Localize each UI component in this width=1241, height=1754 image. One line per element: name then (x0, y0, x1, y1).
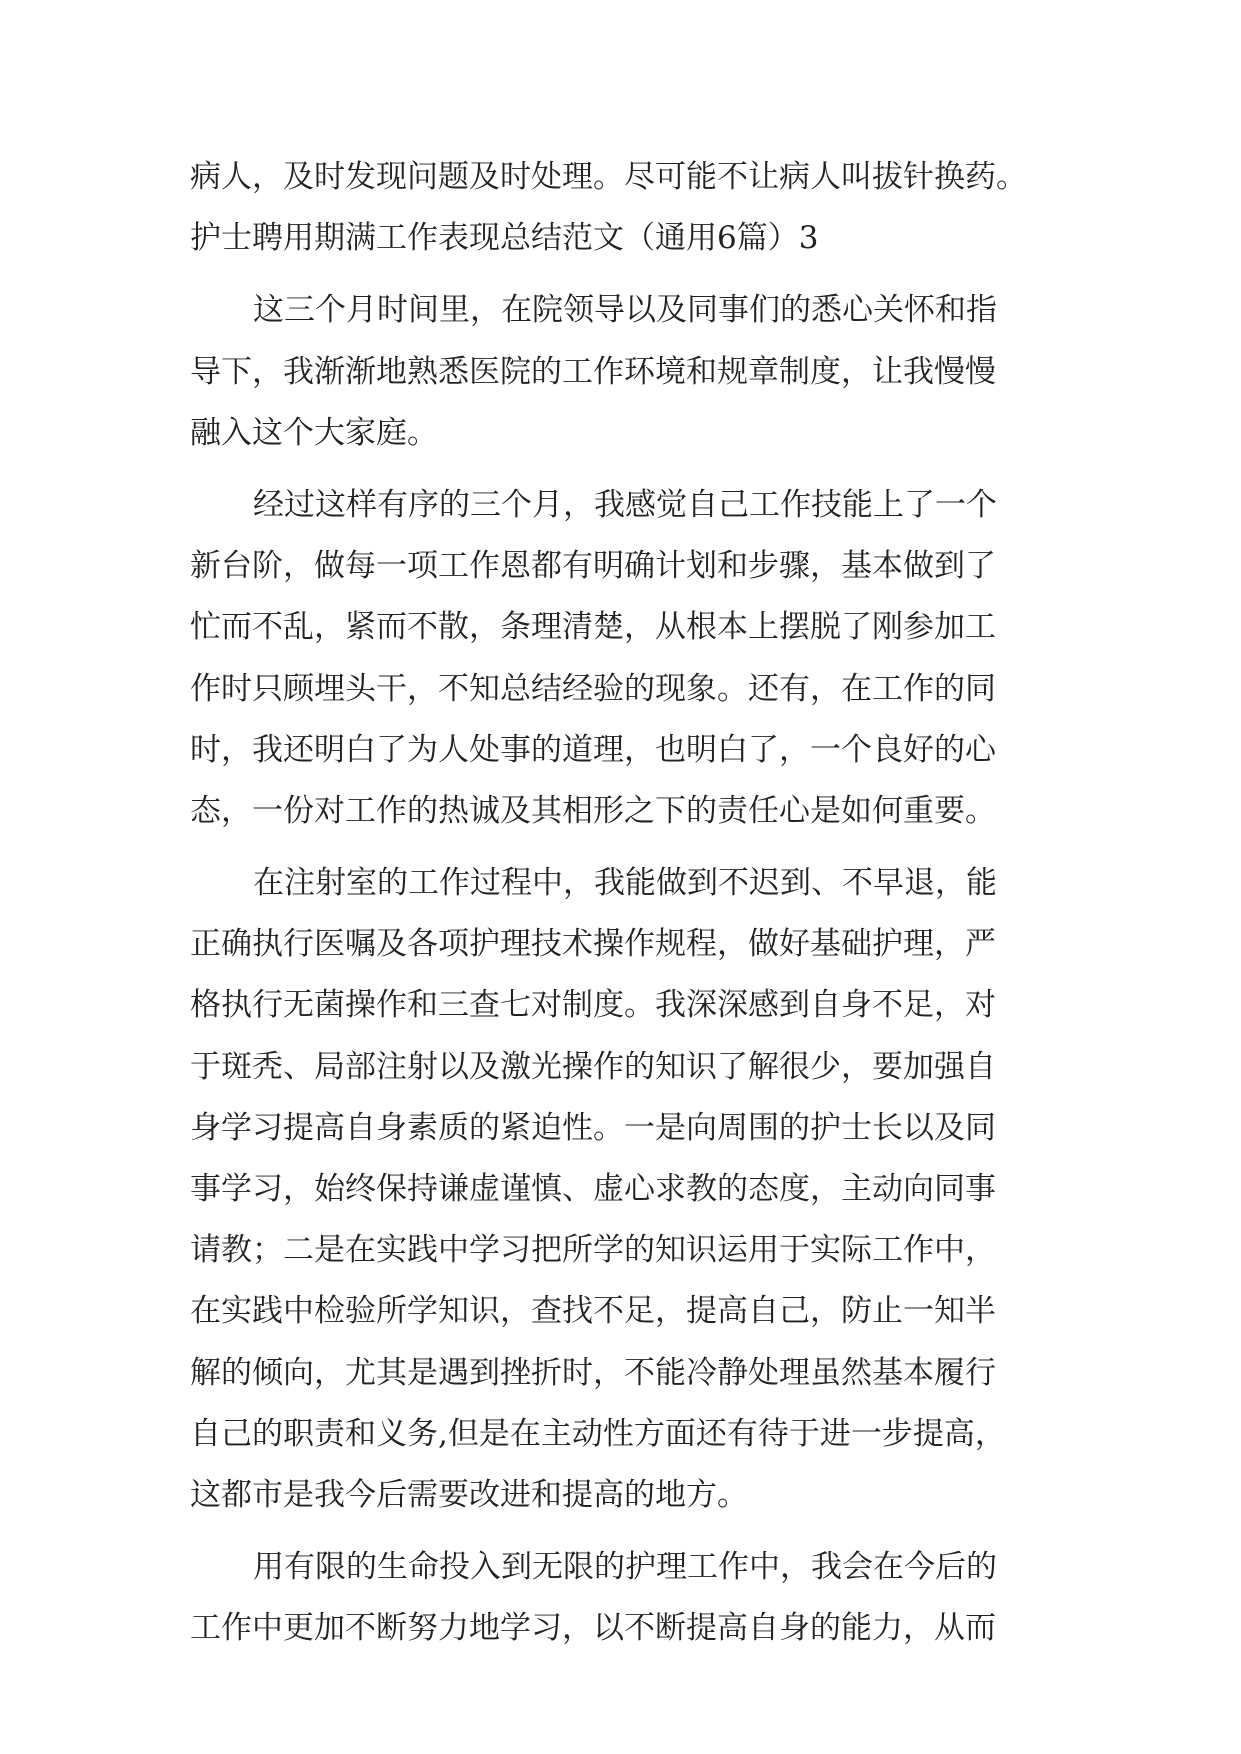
text-line: 病人，及时发现问题及时处理。尽可能不让病人叫拔针换药。 (190, 159, 1027, 195)
paragraph-gap (190, 269, 1060, 280)
text-line: 这都市是我今后需要改进和提高的地方。 (190, 1476, 748, 1513)
text-line: 在实践中检验所学知识，查找不足，提高自己，防止一知半 (190, 1293, 996, 1330)
text-line: 导下，我渐渐地熟悉医院的工作环境和规章制度，让我慢慢 (190, 353, 996, 390)
text-line: 格执行无菌操作和三查七对制度。我深深感到自身不足，对 (190, 987, 996, 1024)
text-line: 事学习，始终保持谦虚谨慎、虚心求教的态度，主动向同事 (190, 1171, 996, 1207)
text-line: 新台阶，做每一项工作恩都有明确计划和步骤，基本做到了 (190, 548, 996, 585)
text-line: 时，我还明白了为人处事的道理，也明白了，一个良好的心 (190, 731, 996, 768)
text-line: 在注射室的工作过程中，我能做到不迟到、不早退，能 (253, 865, 997, 902)
text-line: 工作中更加不断努力地学习，以不断提高自身的能力，从而 (190, 1610, 996, 1647)
text-line: 于斑秃、局部注射以及激光操作的知识了解很少，要加强自 (190, 1048, 996, 1085)
text-line: 忙而不乱，紧而不散，条理清楚，从根本上摆脱了刚参加工 (190, 609, 996, 646)
text-line: 态，一份对工作的热诚及其相形之下的责任心是如何重要。 (190, 792, 996, 829)
section-heading: 护士聘用期满工作表现总结范文（通用6篇）3 (190, 220, 819, 257)
text-line: 这三个月时间里，在院领导以及同事们的悉心关怀和指 (253, 292, 997, 329)
paragraph-gap (190, 1526, 1060, 1537)
paragraph-gap (190, 842, 1060, 853)
text-line: 用有限的生命投入到无限的护理工作中，我会在今后的 (253, 1549, 997, 1586)
paragraph-gap (190, 464, 1060, 475)
text-line: 自己的职责和义务,但是在主动性方面还有待于进一步提高， (190, 1415, 1006, 1452)
document-body (190, 147, 1060, 1660)
text-line: 正确执行医嘱及各项护理技术操作规程，做好基础护理，严 (190, 926, 996, 963)
text-line: 经过这样有序的三个月，我感觉自己工作技能上了一个 (253, 486, 997, 523)
text-line: 请教；二是在实践中学习把所学的知识运用于实际工作中， (190, 1232, 996, 1269)
text-line: 身学习提高自身素质的紧迫性。一是向周围的护士长以及同 (190, 1109, 996, 1146)
text-line: 作时只顾埋头干，不知总结经验的现象。还有，在工作的同 (190, 670, 996, 707)
text-line: 融入这个大家庭。 (190, 414, 438, 451)
text-line: 解的倾向，尤其是遇到挫折时，不能冷静处理虽然基本履行 (190, 1354, 996, 1391)
